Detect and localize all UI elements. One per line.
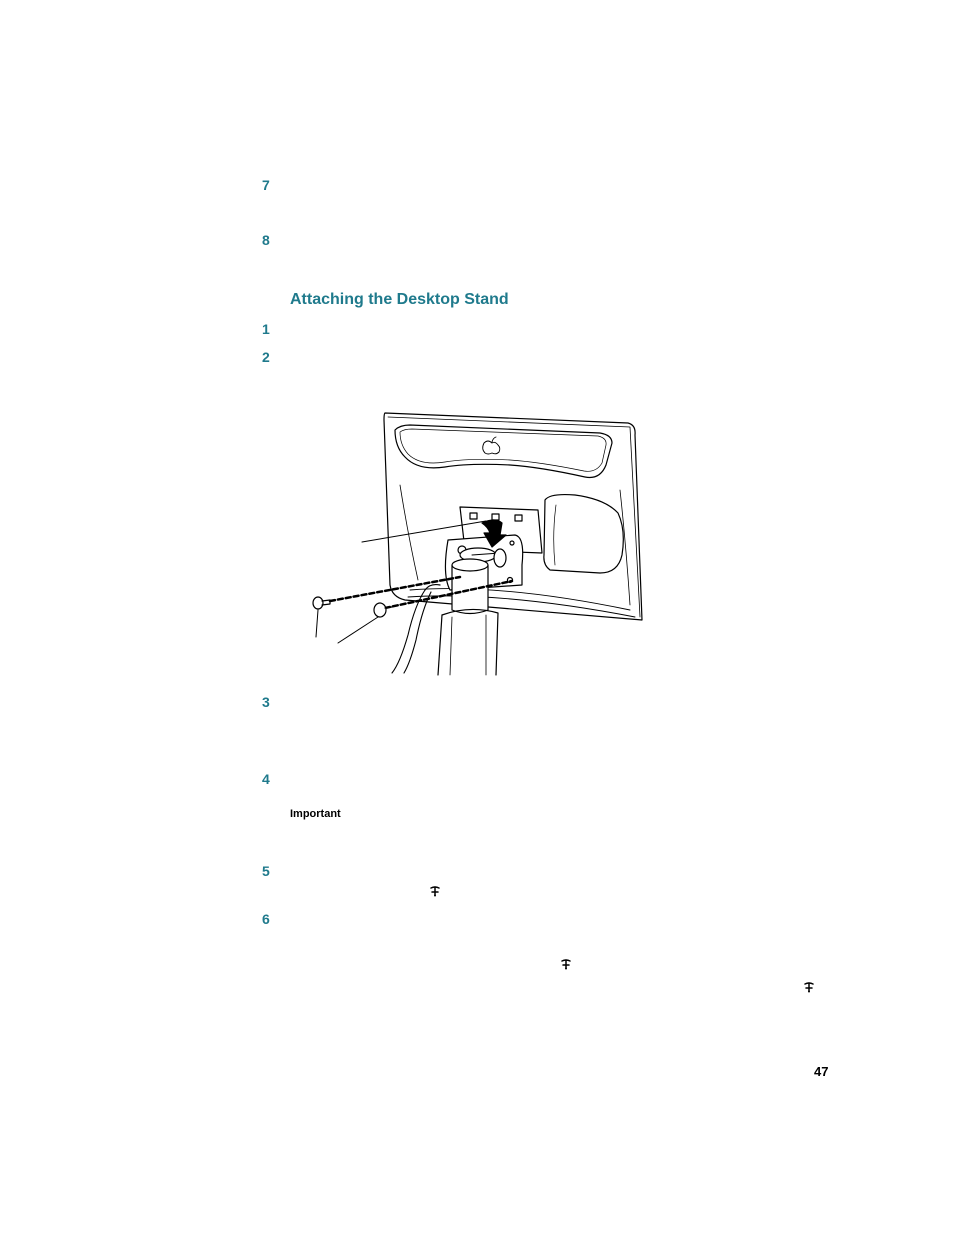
- step-number-3: 3: [262, 694, 270, 710]
- important-label: Important: [290, 808, 341, 820]
- firewire-icon: [429, 884, 441, 896]
- step-number-2: 2: [262, 349, 270, 365]
- step-number-1: 1: [262, 321, 270, 337]
- firewire-icon: [803, 980, 815, 992]
- page-number: 47: [814, 1064, 829, 1079]
- step-number-6: 6: [262, 911, 270, 927]
- step-number-5: 5: [262, 863, 270, 879]
- step-number-4: 4: [262, 771, 270, 787]
- step-number-7: 7: [262, 177, 270, 193]
- stand-illustration: [300, 405, 650, 680]
- section-heading: Attaching the Desktop Stand: [290, 291, 509, 308]
- step-number-8: 8: [262, 232, 270, 248]
- firewire-icon: [560, 957, 572, 969]
